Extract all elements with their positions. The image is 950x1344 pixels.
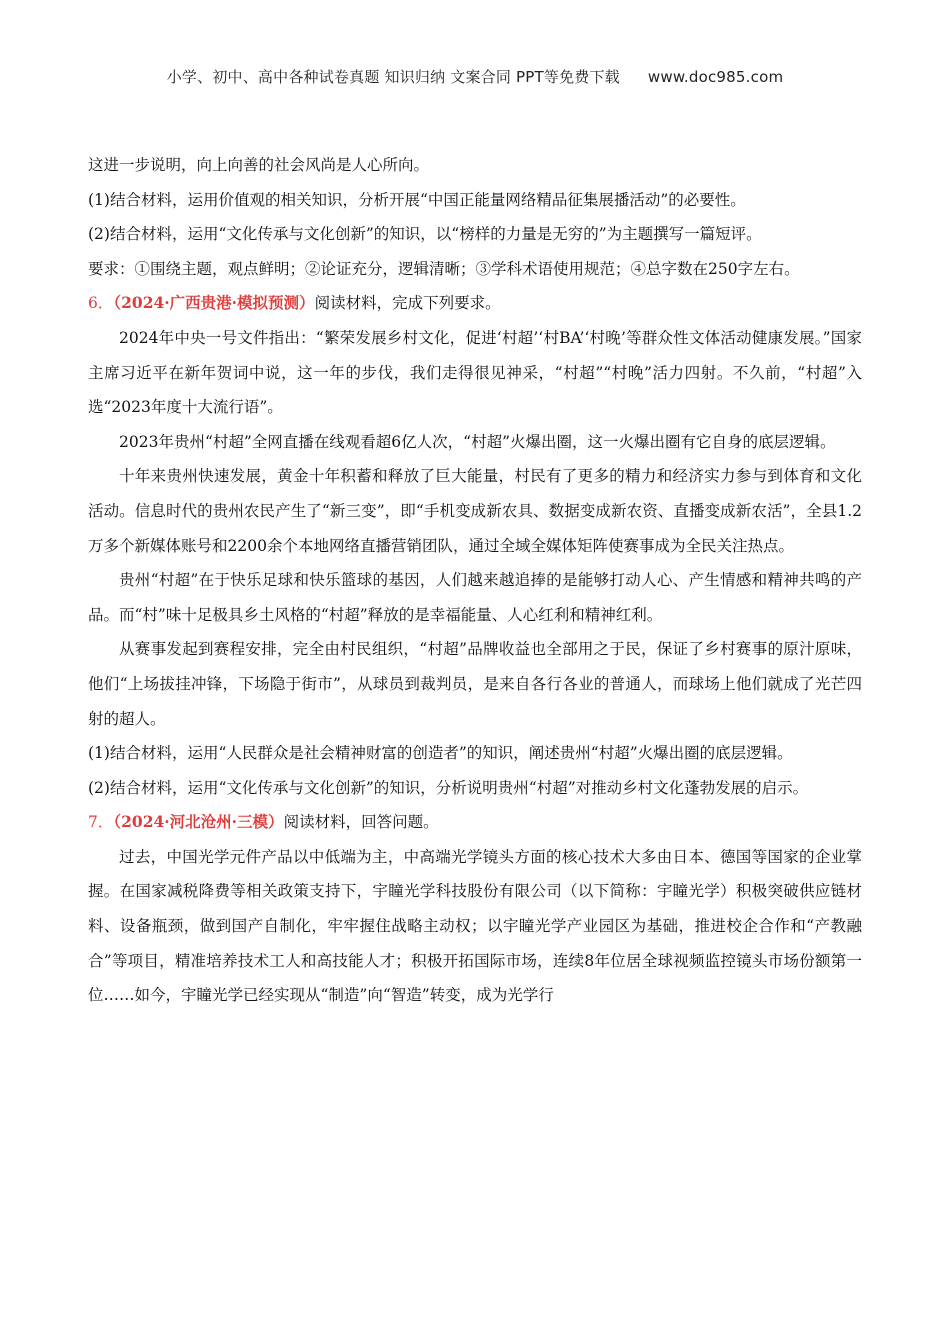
q5-requirements: 要求：①围绕主题，观点鲜明；②论证充分，逻辑清晰；③学科术语使用规范；④总字数在250字左右。 bbox=[88, 259, 800, 278]
document-body bbox=[88, 148, 862, 1013]
intro-line: 这进一步说明，向上向善的社会风尚是人心所向。 bbox=[88, 156, 430, 174]
question-6-heading bbox=[88, 286, 862, 321]
q6-subquestion-2: (2)结合材料，运用“文化传承与文化创新”的知识，分析说明贵州“村超”对推动乡村文化蓬勃发展的启示。 bbox=[88, 778, 809, 797]
question-7-instruction: 阅读材料，回答问题。 bbox=[283, 813, 439, 832]
question-6-number: 6． bbox=[88, 294, 114, 313]
q6-material-paragraph: 十年来贵州快速发展，黄金十年积蓄和释放了巨大能量，村民有了更多的精力和经济实力参与到体育和文化活动。信息时代的贵州农民产生了“新三变”，即“手机变成新农具、数据变成新农资、直播变成新农活”，全县1.2万多个新媒体账号和2200余个本地网络直播营销团队，通过全域全媒体矩阵使赛事成为全民关注热点。 bbox=[88, 467, 862, 555]
q5-subquestion-1: (1)结合材料，运用价值观的相关知识，分析开展“中国正能量网络精品征集展播活动”的必要性。 bbox=[88, 190, 746, 209]
question-6-instruction: 阅读材料，完成下列要求。 bbox=[314, 294, 501, 313]
q6-subquestion-1: (1)结合材料，运用“人民群众是社会精神财富的创造者”的知识，阐述贵州“村超”火爆出圈的底层逻辑。 bbox=[88, 744, 793, 763]
q6-material-paragraph: 贵州“村超”在于快乐足球和快乐篮球的基因，人们越来越追捧的是能够打动人心、产生情感和精神共鸣的产品。而“村”味十足极具乡土风格的“村超”释放的是幸福能量、人心红利和精神红利。 bbox=[88, 571, 862, 624]
q6-material-paragraph: 从赛事发起到赛程安排，完全由村民组织，“村超”品牌收益也全部用之于民，保证了乡村赛事的原汁原味，他们“上场拔挂冲锋，下场隐于街市”，从球员到裁判员，是来自各行各业的普通人，而球场上他们就成了光芒四射的超人。 bbox=[88, 640, 862, 728]
q6-material-paragraph: 2023年贵州“村超”全网直播在线观看超6亿人次，“村超”火爆出圈，这一火爆出圈有它自身的底层逻辑。 bbox=[119, 432, 836, 451]
question-7-source: （2024·河北沧州·三模） bbox=[113, 812, 284, 832]
header-site-link[interactable]: www.doc985.com bbox=[647, 68, 784, 86]
question-7-heading bbox=[88, 805, 862, 840]
q5-subquestion-2: (2)结合材料，运用“文化传承与文化创新”的知识，以“榜样的力量是无穷的”为主题撰写一篇短评。 bbox=[88, 225, 762, 244]
question-6-source: （2024·广西贵港·模拟预测） bbox=[113, 293, 315, 313]
q6-material-paragraph: 2024年中央一号文件指出：“繁荣发展乡村文化，促进‘村超’‘村BA’‘村晚’等群众性文体活动健康发展。”国家主席习近平在新年贺词中说，这一年的步伐，我们走得很见神采，“村超”“村晚”活力四射。不久前，“村超”入选“2023年度十大流行语”。 bbox=[88, 328, 862, 417]
question-7-number: 7． bbox=[88, 813, 114, 832]
header-text: 小学、初中、高中各种试卷真题 知识归纳 文案合同 PPT等免费下载 bbox=[166, 68, 620, 86]
q7-material-paragraph: 过去，中国光学元件产品以中低端为主，中高端光学镜头方面的核心技术大多由日本、德国等国家的企业掌握。在国家减税降费等相关政策支持下，宇瞳光学科技股份有限公司（以下简称：宇瞳光学）积极突破供应链材料、设备瓶颈，做到国产自制化，牢牢握住战略主动权；以宇瞳光学产业园区为基础，推进校企合作和“产教融合”等项目，精准培养技术工人和高技能人才；积极开拓国际市场，连续8年位居全球视频监控镜头市场份额第一位……如今，宇瞳光学已经实现从“制造”向“智造”转变，成为光学行 bbox=[88, 847, 862, 1005]
page-header bbox=[0, 66, 950, 87]
